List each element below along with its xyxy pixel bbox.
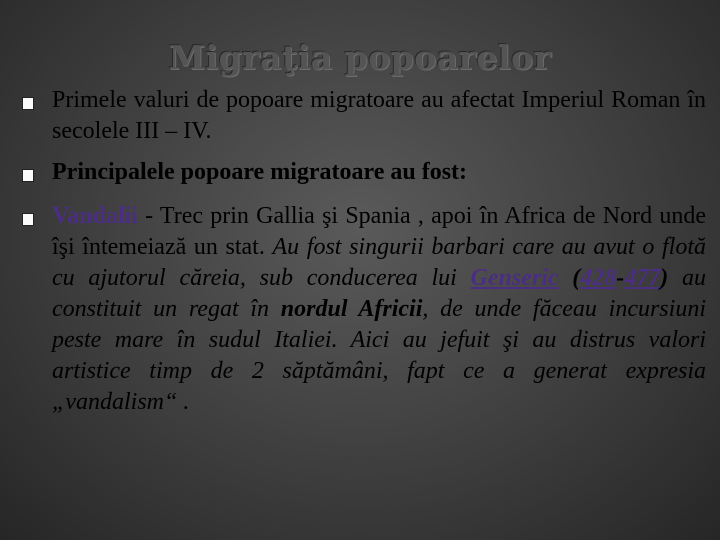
year-end-link[interactable]: 477 — [624, 265, 661, 291]
text-part-1: - Trec prin Gallia şi Spania , apoi în Africa de Nord unde îşi întemeiază un stat. — [52, 203, 706, 260]
genseric-link[interactable]: Genseric — [470, 265, 559, 291]
bullet-text-1: Primele valuri de popoare migratoare au afectat Imperiul Roman în secolele III – IV. — [52, 87, 706, 144]
open-paren: ( — [558, 265, 581, 291]
close-paren: ) — [660, 265, 669, 291]
text-part-4: , de unde făceau incursiuni peste mare în sudul Italiei. Aici au jefuit şi au distrus valori artistice timp de 2 săptămâni, fapt ce a generat expresia „vandalism“ . — [52, 296, 706, 415]
square-bullet-icon — [22, 169, 34, 182]
year-start-link[interactable]: 428 — [580, 265, 617, 291]
year-dash: - — [616, 265, 625, 291]
bullet-text-3 — [52, 201, 706, 418]
vandals-term: Vandalii — [52, 203, 138, 229]
square-bullet-icon — [22, 97, 34, 110]
square-bullet-icon — [22, 213, 34, 226]
bullet-text-2: Principalele popoare migratoare au fost: — [52, 159, 468, 185]
slide-title: Migraţia popoarelor — [168, 38, 552, 77]
north-africa-term: nordul Africii — [280, 296, 423, 322]
text-part-2: Au fost singurii barbari care au avut o flotă cu ajutorul căreia, sub conducerea lui — [52, 234, 707, 291]
text-part-3: au constituit un regat în — [52, 265, 706, 322]
